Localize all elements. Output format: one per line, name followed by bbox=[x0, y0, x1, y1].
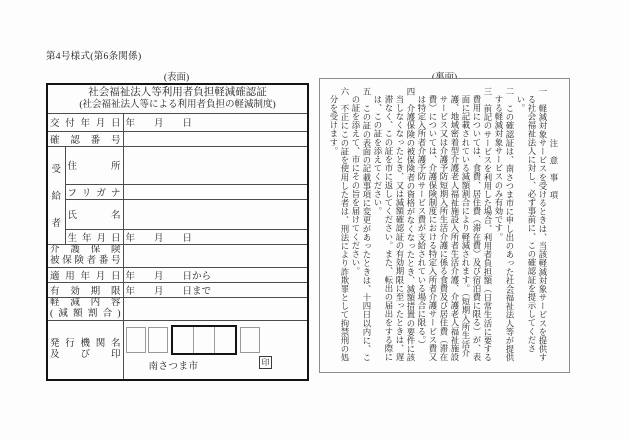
code-box bbox=[215, 327, 235, 353]
reduction-label: 軽減内容 (減額割合) bbox=[47, 297, 123, 320]
issuer-city-name: 南さつま市 bbox=[148, 361, 199, 372]
birth-date-value: 年 月 日 bbox=[123, 229, 308, 244]
furigana-value bbox=[123, 184, 308, 199]
certificate-title: 社会福祉法人等利用者負担軽減確認証 bbox=[88, 87, 267, 99]
valid-until-label: 有効期限 bbox=[47, 282, 123, 297]
note-item-1: 一 軽減対象サービスを受けるときは、当該軽減対象サービスを提供する社会福祉法人に対し、必ず事前に、この確認証を提示してください。 bbox=[516, 87, 547, 362]
name-value bbox=[123, 199, 308, 229]
note-item-4: 四 介護保険の被保険者の資格がなくなったとき、減額措置の要件に該当しなくなったとき、又は減額確認証の有効期限に至ったときは、遅滞なく、この証を市に返してください。また、転出の届出をする際には、この証を添えてください。 bbox=[373, 87, 415, 362]
code-box bbox=[126, 327, 146, 353]
recipient-char: 受 bbox=[51, 164, 61, 175]
birth-date-label: 生年月日 bbox=[65, 229, 123, 244]
code-box bbox=[240, 327, 260, 353]
form-number-label: 第4号様式(第6条関係) bbox=[46, 52, 142, 62]
recipient-char: 給 bbox=[51, 192, 61, 202]
issuer-code-boxes bbox=[126, 325, 260, 355]
note-item-2: 二 この確認証は、南さつま市に申し出のあった社会福祉法人等が提供する軽減対象サービスのみ有効です。 bbox=[494, 87, 514, 362]
note-item-6: 六 不正にこの証を使用した者は、刑法により詐欺罪として拘禁刑の処分を受けます。 bbox=[329, 87, 349, 362]
issue-date-value: 年 月 日 bbox=[123, 113, 308, 131]
name-label: 氏名 bbox=[65, 199, 123, 229]
issue-date-label: 交付年月日 bbox=[47, 113, 123, 131]
recipient-group-label bbox=[47, 146, 65, 244]
code-box bbox=[194, 327, 215, 353]
address-value bbox=[123, 146, 308, 184]
reduction-value bbox=[123, 297, 308, 320]
code-box bbox=[173, 327, 194, 353]
furigana-label: フリガナ bbox=[65, 184, 123, 199]
vertical-text-block bbox=[320, 79, 569, 372]
confirmation-number-label: 確認番号 bbox=[47, 131, 123, 146]
front-side-label: (表面) bbox=[163, 73, 190, 83]
address-label: 住所 bbox=[65, 146, 123, 184]
back-notes-panel bbox=[319, 78, 570, 373]
note-item-3: 三 前記のサービスを利用した場合、利用者負担額（日常生活に要する費用については、食費、居住費（滞在費）及び宿泊費に限る）が、表面に記載されている減額割合により軽減されます。（短期入所生活介護、地域密着型介護老人福祉施設入所者生活介護、介護老人福祉施設サービス又は介護予防短期入所生活介護に係る食費及び居住費（滞在費）については、介護保険制度における特定入所者介護サービス費又は特定入所者介護予防サービス費が支給されている場合に限る。） bbox=[417, 87, 492, 362]
note-item-5: 五 この証の表面の記載事項に変更があったときは、十四日以内に、この証を添えて、市にその旨を届けてください。 bbox=[351, 87, 371, 362]
seal-mark: 印 bbox=[261, 357, 270, 367]
recipient-char: 者 bbox=[51, 219, 61, 230]
confirmation-number-value bbox=[123, 131, 308, 146]
issuer-label: 発行機関名 及び印 bbox=[47, 320, 123, 380]
code-box-group bbox=[171, 325, 237, 355]
front-certificate-table bbox=[46, 83, 309, 381]
notes-heading: 注 意 事 項 bbox=[549, 139, 558, 200]
code-box bbox=[148, 327, 168, 353]
insured-number-value bbox=[123, 244, 308, 267]
application-date-value: 年 月 日から bbox=[123, 267, 308, 282]
application-date-label: 適用年月日 bbox=[47, 267, 123, 282]
insured-number-label: 介護保険 被保険者番号 bbox=[47, 244, 123, 267]
issuer-cell bbox=[123, 320, 308, 380]
issuer-seal-box bbox=[259, 356, 272, 369]
certificate-subtitle: (社会福祉法人等による利用者負担の軽減制度) bbox=[79, 100, 276, 111]
valid-until-value: 年 月 日まで bbox=[123, 282, 308, 297]
certificate-title-cell bbox=[47, 84, 308, 113]
